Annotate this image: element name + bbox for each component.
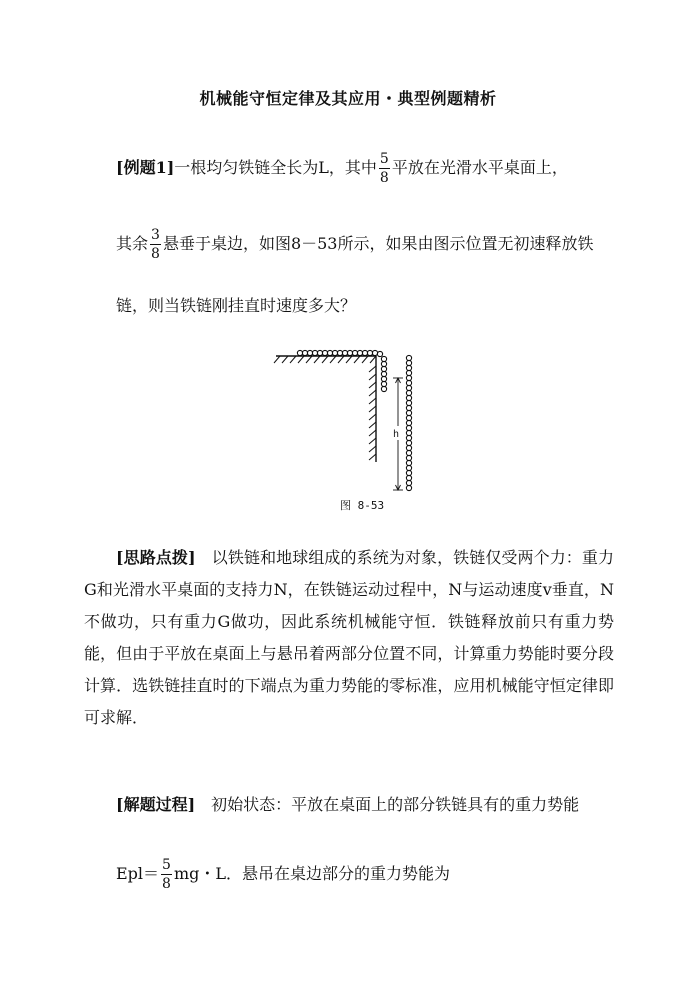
example-text-2b: 悬垂于桌边，如图8－53所示，如果由图示位置无初速释放铁 [162, 234, 594, 253]
fraction-denominator: 8 [379, 170, 389, 186]
fraction-denominator: 8 [162, 876, 171, 892]
solution-text: 初始状态：平放在桌面上的部分铁链具有的重力势能 [195, 795, 580, 814]
page-title: 机械能守恒定律及其应用・典型例题精析 [199, 89, 497, 108]
chain-hanging-initial [381, 356, 386, 391]
fraction-denominator: 8 [151, 246, 160, 262]
solution-line-1 [116, 797, 579, 813]
fraction-five-eighths [379, 152, 390, 185]
chain-figure [270, 344, 430, 514]
fraction-five-eighths-eq [161, 858, 172, 891]
example-text-1a: 一根均匀铁链全长为L，其中 [174, 158, 377, 177]
chain-hanging-straight [406, 355, 411, 490]
hint-text: 以铁链和地球组成的系统为对象，铁链仅受两个力：重力G和光滑水平桌面的支持力N，在铁链运动过程中，N与运动速度v垂直，N不做功，只有重力G做功，因此系统机械能守恒．铁链释放前只有重力势能，但由于平放在桌面上与悬吊着两部分位置不同，计算重力势能时要分段计算．选铁链挂直时的下端点为重力势能的零标准，应用机械能守恒定律即可求解． [84, 548, 614, 727]
solution-equation [116, 858, 450, 891]
example-label: [例题1] [116, 158, 175, 177]
example-line-3: 链，则当铁链刚挂直时速度多大？ [116, 296, 357, 315]
chain-diagram [270, 344, 430, 514]
fraction-numerator: 3 [151, 227, 160, 243]
solution-label: [解题过程] [116, 795, 196, 814]
hint-paragraph [84, 542, 614, 734]
example-text-1b: 平放在光滑水平桌面上， [391, 158, 568, 177]
table-hatching [274, 356, 376, 363]
hint-label: [思路点拨] [116, 548, 196, 567]
wall-hatching [369, 366, 376, 460]
example-text-2a: 其余 [116, 234, 149, 253]
example-line-1 [116, 152, 568, 185]
equation-prefix: Epl＝ [116, 864, 160, 883]
example-line-2 [116, 228, 593, 261]
equation-suffix: mg・L．悬吊在桌边部分的重力势能为 [173, 864, 451, 883]
chain-on-table [297, 350, 382, 356]
fraction-three-eighths [150, 228, 161, 261]
fraction-numerator: 5 [379, 151, 389, 167]
height-label: h [393, 429, 399, 440]
fraction-numerator: 5 [162, 857, 171, 873]
figure-caption: 图 8-53 [340, 499, 385, 512]
